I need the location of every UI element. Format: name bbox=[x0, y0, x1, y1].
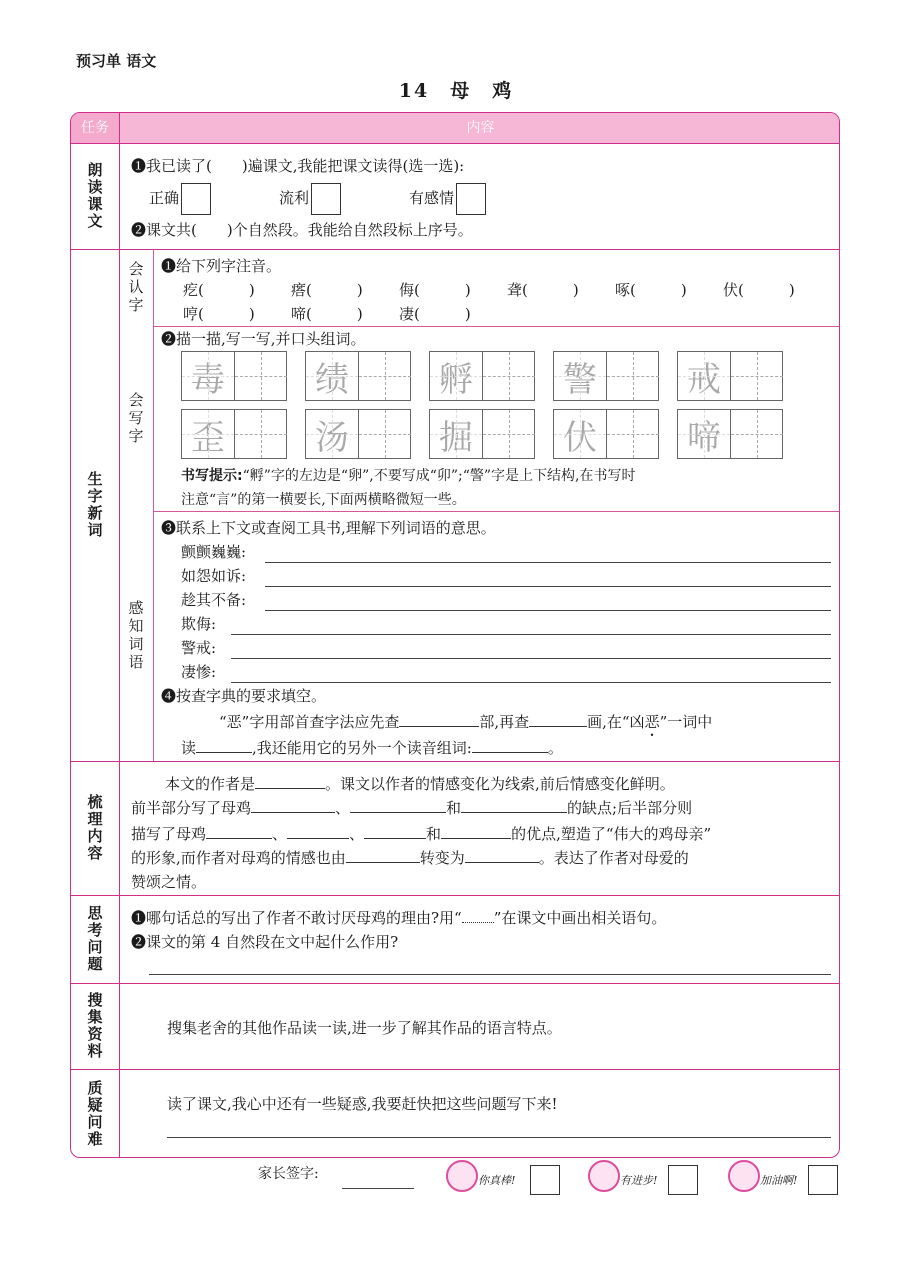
pinyin-item[interactable]: 凄( ) bbox=[399, 305, 471, 323]
pinyin-item[interactable]: 伏( ) bbox=[723, 281, 795, 299]
pinyin-item[interactable]: 聋( ) bbox=[507, 281, 579, 299]
task-think: 思考问题 bbox=[85, 905, 104, 973]
blank[interactable] bbox=[350, 798, 446, 813]
summary-line: 本文的作者是 。课文以作者的情感变化为线索,前后情感变化鲜明。 bbox=[165, 775, 675, 793]
checkbox-correct[interactable] bbox=[181, 183, 211, 215]
writing-tip-cont: 注意“言”的第一横要长,下面两横略微短一些。 bbox=[181, 492, 466, 508]
header-content: 内容 bbox=[120, 113, 840, 143]
task-question: 质疑问难 bbox=[85, 1080, 104, 1148]
praise-cheer: 加油啊! bbox=[760, 1174, 798, 1187]
worksheet-tag: 预习单 语文 bbox=[76, 52, 157, 70]
word-term: 趁其不备: bbox=[181, 591, 247, 609]
write-grid[interactable]: 掘 bbox=[429, 409, 535, 459]
read-count-line: ❶我已读了( )遍课文,我能把课文读得(选一选): bbox=[131, 157, 465, 175]
blank[interactable] bbox=[251, 798, 335, 813]
answer-line[interactable] bbox=[231, 682, 831, 683]
praise-progress: 有进步! bbox=[620, 1174, 658, 1187]
praise-box-great[interactable] bbox=[530, 1165, 560, 1195]
praise-box-cheer[interactable] bbox=[808, 1165, 838, 1195]
task-collect: 搜集资料 bbox=[85, 992, 104, 1060]
task-table bbox=[70, 112, 840, 1158]
pinyin-item[interactable]: 侮( ) bbox=[399, 281, 471, 299]
header-task: 任务 bbox=[71, 113, 119, 143]
paragraph-count-line: ❷课文共( )个自然段。我能给自然段标上序号。 bbox=[131, 221, 473, 239]
smiley-sun-icon bbox=[446, 1160, 478, 1192]
blank[interactable] bbox=[364, 824, 426, 839]
word-term: 如怨如诉: bbox=[181, 567, 247, 585]
option-fluent: 流利 bbox=[279, 183, 341, 215]
option-emotion: 有感情 bbox=[409, 183, 486, 215]
collect-text: 搜集老舍的其他作品读一读,进一步了解其作品的语言特点。 bbox=[167, 1019, 562, 1037]
praise-great: 你真棒! bbox=[478, 1174, 516, 1187]
pinyin-item[interactable]: 哼( ) bbox=[183, 305, 255, 323]
writing-tip: 书写提示:“孵”字的左边是“卵”,不要写成“卯”;“警”字是上下结构,在书写时 bbox=[181, 468, 636, 484]
parent-sign-label: 家长签字: bbox=[258, 1166, 319, 1182]
pinyin-item[interactable]: 疙( ) bbox=[183, 281, 255, 299]
answer-line[interactable] bbox=[231, 658, 831, 659]
pinyin-item[interactable]: 瘩( ) bbox=[291, 281, 363, 299]
praise-box-progress[interactable] bbox=[668, 1165, 698, 1195]
word-term: 颤颤巍巍: bbox=[181, 543, 247, 561]
summary-line: 赞颂之情。 bbox=[131, 873, 207, 891]
blank[interactable] bbox=[465, 848, 539, 863]
blank[interactable] bbox=[287, 824, 349, 839]
smiley-sun-icon bbox=[728, 1160, 760, 1192]
summary-line: 的形象,而作者对母鸡的情感也由 转变为 。表达了作者对母爱的 bbox=[131, 849, 689, 867]
think-question-1: ❶哪句话总的写出了作者不敢讨厌母鸡的理由?用“ ”在课文中画出相关语句。 bbox=[131, 909, 667, 927]
answer-line[interactable] bbox=[265, 610, 831, 611]
word-term: 凄惨: bbox=[181, 663, 217, 681]
checkbox-emotion[interactable] bbox=[456, 183, 486, 215]
dictionary-question: ❹按查字典的要求填空。 bbox=[161, 687, 327, 705]
dictionary-line-2: 读 ,我还能用它的另外一个读音组词: 。 bbox=[181, 739, 563, 757]
summary-line: 前半部分写了母鸡 、 和 的缺点;后半部分则 bbox=[131, 799, 693, 817]
smiley-sun-icon bbox=[588, 1160, 620, 1192]
write-grid[interactable]: 孵 bbox=[429, 351, 535, 401]
write-grid[interactable]: 歪 bbox=[181, 409, 287, 459]
write-question: ❷描一描,写一写,并口头组词。 bbox=[161, 330, 366, 348]
write-grid[interactable]: 绩 bbox=[305, 351, 411, 401]
pinyin-item[interactable]: 啄( ) bbox=[615, 281, 687, 299]
summary-line: 描写了母鸡 、 、 和 的优点,塑造了“伟大的鸡母亲” bbox=[131, 825, 712, 843]
answer-line[interactable] bbox=[149, 974, 831, 975]
option-correct: 正确 bbox=[149, 183, 211, 215]
lesson-title: 14 母 鸡 bbox=[398, 80, 514, 102]
answer-line[interactable] bbox=[265, 562, 831, 563]
answer-line[interactable] bbox=[265, 586, 831, 587]
question-text: 读了课文,我心中还有一些疑惑,我要赶快把这些问题写下来! bbox=[167, 1095, 558, 1113]
sub-write: 会写字 bbox=[126, 391, 145, 446]
write-grid[interactable]: 警 bbox=[553, 351, 659, 401]
word-term: 欺侮: bbox=[181, 615, 217, 633]
blank[interactable] bbox=[399, 712, 479, 727]
write-grid[interactable]: 毒 bbox=[181, 351, 287, 401]
checkbox-fluent[interactable] bbox=[311, 183, 341, 215]
parent-sign-line[interactable] bbox=[342, 1188, 414, 1189]
write-grid[interactable]: 伏 bbox=[553, 409, 659, 459]
task-summarize: 梳理内容 bbox=[85, 794, 104, 862]
sub-recognize: 会认字 bbox=[126, 260, 145, 315]
blank[interactable] bbox=[255, 774, 325, 789]
blank[interactable] bbox=[346, 848, 420, 863]
word-term: 警戒: bbox=[181, 639, 217, 657]
write-grid[interactable]: 戒 bbox=[677, 351, 783, 401]
pinyin-item[interactable]: 啼( ) bbox=[291, 305, 363, 323]
pinyin-question: ❶给下列字注音。 bbox=[161, 257, 282, 275]
blank[interactable] bbox=[472, 738, 548, 753]
task-read-aloud: 朗读课文 bbox=[85, 162, 104, 230]
write-grid[interactable]: 啼 bbox=[677, 409, 783, 459]
blank[interactable] bbox=[206, 824, 272, 839]
sub-word-meaning: 感知词语 bbox=[126, 600, 145, 672]
dictionary-line-1: “恶”字用部首查字法应先查 部,再查 画,在“凶恶”一词中 bbox=[219, 713, 713, 731]
answer-line[interactable] bbox=[231, 634, 831, 635]
blank[interactable] bbox=[461, 798, 567, 813]
meaning-question: ❸联系上下文或查阅工具书,理解下列词语的意思。 bbox=[161, 519, 496, 537]
answer-line[interactable] bbox=[167, 1137, 831, 1138]
task-new-words: 生字新词 bbox=[85, 471, 104, 539]
blank[interactable] bbox=[196, 738, 252, 753]
think-question-2: ❷课文的第 4 自然段在文中起什么作用? bbox=[131, 933, 399, 951]
blank[interactable] bbox=[529, 712, 587, 727]
blank[interactable] bbox=[441, 824, 511, 839]
write-grid[interactable]: 汤 bbox=[305, 409, 411, 459]
